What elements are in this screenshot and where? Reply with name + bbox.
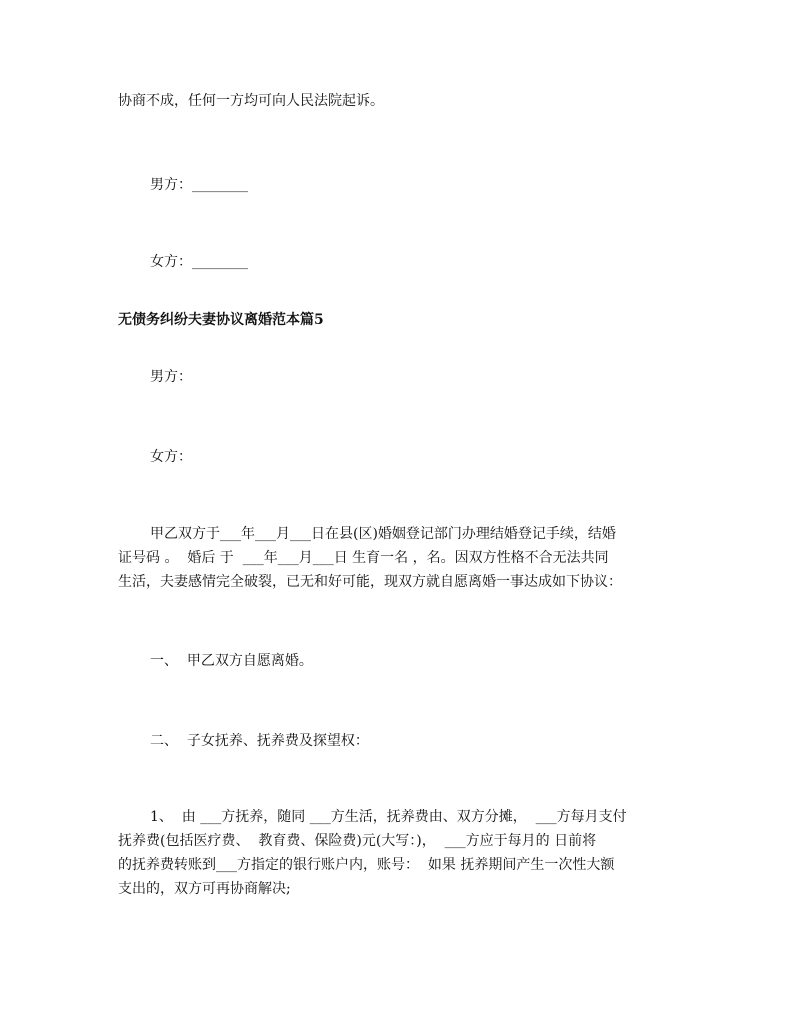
paragraph-line: 证号码 。 婚后 于 ___年___月___日 生育一名 ，名。因双方性格不合无法共同 (118, 550, 609, 566)
paragraph-line: 生活，夫妻感情完全破裂，已无和好可能，现双方就自愿离婚一事达成如下协议： (118, 574, 622, 590)
female-signature-line: 女方：________ (150, 254, 248, 270)
clause-one: 一、 甲乙双方自愿离婚。 (150, 653, 313, 669)
paragraph-line: 甲乙双方于___年___月___日在县(区)婚姻登记部门办理结婚登记手续，结婚 (150, 526, 616, 542)
clause-two: 二、 子女抚养、抚养费及探望权： (150, 733, 369, 749)
paragraph-line: 协商不成，任何一方均可向人民法院起诉。 (118, 93, 384, 109)
female-party-label: 女方： (150, 449, 192, 465)
paragraph-line: 1、 由 ___方抚养，随同 ___方生活，抚养费由、双方分摊， ___方每月支付 (150, 809, 627, 825)
section-heading: 无债务纠纷夫妻协议离婚范本篇5 (118, 312, 324, 328)
male-signature-line: 男方：________ (150, 177, 248, 193)
paragraph-line: 支出的，双方可再协商解决; (118, 881, 291, 897)
paragraph-line: 的抚养费转账到___方指定的银行账户内，账号： 如果 抚养期间产生一次性大额 (118, 857, 615, 873)
paragraph-line: 抚养费(包括医疗费、 教育费、保险费)元(大写：)， ___方应于每月的 日前将 (118, 833, 597, 849)
male-party-label: 男方： (150, 369, 192, 385)
